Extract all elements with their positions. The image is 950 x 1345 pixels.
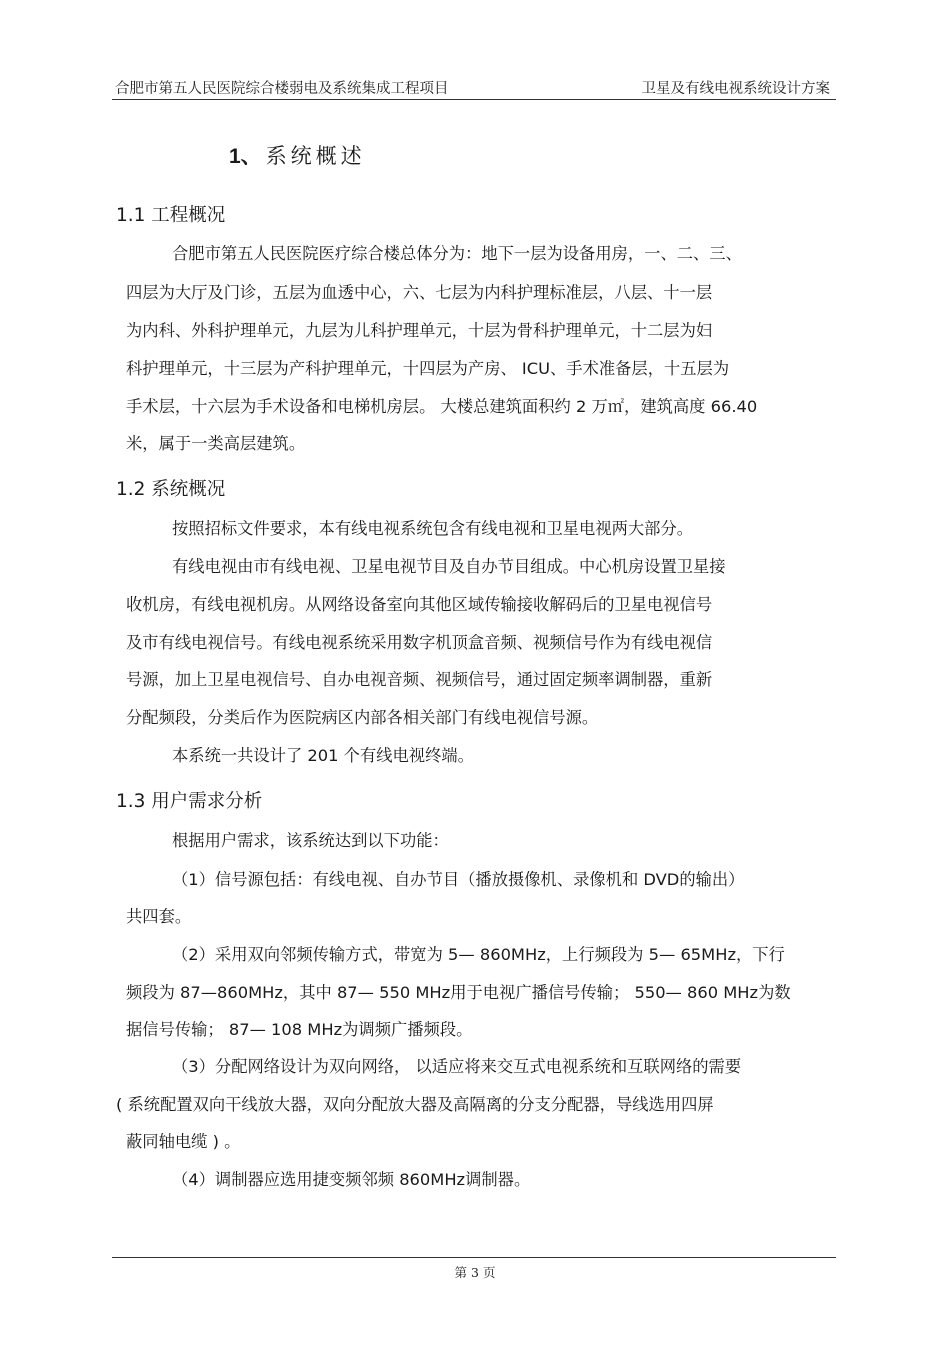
paragraph-line: 据信号传输； 87— 108 MHz为调频广播频段。 — [126, 1020, 473, 1039]
paragraph-line: 科护理单元，十三层为产科护理单元，十四层为产房、 ICU、手术准备层，十五层为 — [126, 359, 730, 378]
chapter-title — [229, 140, 366, 170]
header-rule — [112, 99, 836, 100]
paragraph-line: 手术层，十六层为手术设备和电梯机房层。 大楼总建筑面积约 2 万㎡，建筑高度 66.40 — [126, 397, 758, 416]
chapter-title-text: 系统概述 — [265, 144, 366, 168]
paragraph-line: 共四套。 — [126, 907, 192, 926]
header-project-title: 合肥市第五人民医院综合楼弱电及系统集成工程项目 — [115, 81, 449, 97]
paragraph-line: 按照招标文件要求，本有线电视系统包含有线电视和卫星电视两大部分。 — [172, 519, 694, 538]
section-heading-1-3: 1.3 用户需求分析 — [116, 791, 263, 812]
paragraph-line: 合肥市第五人民医院医疗综合楼总体分为：地下一层为设备用房，一、二、三、 — [172, 244, 742, 263]
paragraph-line: 本系统一共设计了 201 个有线电视终端。 — [172, 746, 474, 765]
list-item-1: （1）信号源包括：有线电视、自办节目（播放摄像机、录像机和 DVD的输出） — [172, 870, 745, 889]
page-number: 第 3 页 — [454, 1265, 496, 1280]
paragraph-line: 为内科、外科护理单元，九层为儿科护理单元，十层为骨科护理单元，十二层为妇 — [126, 321, 713, 340]
list-item-4: （4）调制器应选用捷变频邻频 860MHz调制器。 — [172, 1170, 531, 1189]
paragraph-line: ( 系统配置双向干线放大器，双向分配放大器及高隔离的分支分配器，导线选用四屏 — [116, 1095, 714, 1114]
list-item-2: （2）采用双向邻频传输方式，带宽为 5— 860MHz，上行频段为 5— 65MHz，下行 — [172, 945, 785, 964]
chapter-number: 1、 — [229, 145, 262, 168]
paragraph-line: 有线电视由市有线电视、卫星电视节目及自办节目组成。中心机房设置卫星接 — [172, 557, 726, 576]
paragraph-line: 米，属于一类高层建筑。 — [126, 434, 306, 453]
list-item-3: （3）分配网络设计为双向网络， 以适应将来交互式电视系统和互联网络的需要 — [172, 1057, 742, 1076]
paragraph-line: 频段为 87—860MHz，其中 87— 550 MHz用于电视广播信号传输； 550— 860 MHz为数 — [126, 983, 791, 1002]
paragraph-line: 蔽同轴电缆 ) 。 — [126, 1132, 241, 1151]
paragraph-line: 及市有线电视信号。有线电视系统采用数字机顶盒音频、视频信号作为有线电视信 — [126, 633, 713, 652]
paragraph-line: 收机房，有线电视机房。从网络设备室向其他区域传输接收解码后的卫星电视信号 — [126, 595, 713, 614]
paragraph-line: 根据用户需求，该系统达到以下功能： — [172, 831, 449, 850]
section-heading-1-1: 1.1 工程概况 — [116, 205, 226, 226]
paragraph-line: 四层为大厅及门诊，五层为血透中心，六、七层为内科护理标准层，八层、十一层 — [126, 283, 713, 302]
paragraph-line: 号源，加上卫星电视信号、自办电视音频、视频信号，通过固定频率调制器，重新 — [126, 670, 713, 689]
paragraph-line: 分配频段，分类后作为医院病区内部各相关部门有线电视信号源。 — [126, 708, 599, 727]
header-document-title: 卫星及有线电视系统设计方案 — [641, 81, 830, 97]
footer-rule — [112, 1257, 836, 1258]
section-heading-1-2: 1.2 系统概况 — [116, 479, 226, 500]
